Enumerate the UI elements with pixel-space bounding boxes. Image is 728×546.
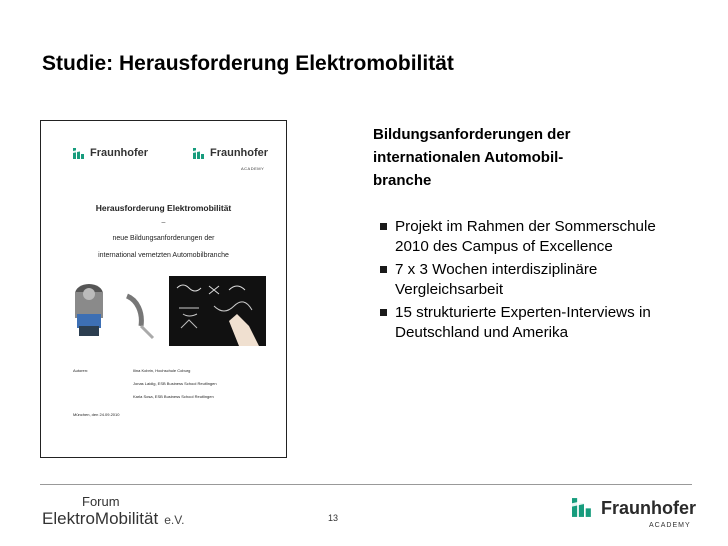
bullet-text: 7 x 3 Wochen interdisziplinäre Vergleichsarbeit (395, 261, 598, 298)
author-1: Ilina Kobrin, Hochschule Coburg (133, 368, 191, 373)
bullet-item (378, 217, 678, 257)
fraunhofer-academy-footer-logo (572, 498, 696, 517)
fraunhofer-mark-icon (73, 148, 87, 159)
fraunhofer-footer-text: Fraunhofer (601, 497, 697, 518)
fraunhofer-mark-icon (193, 148, 207, 159)
forum-elektromobilitaet-logo (42, 509, 184, 529)
heading-line: Bildungsanforderungen der (373, 126, 571, 143)
forum-logo-text: ElektroMobilität (42, 509, 159, 528)
electric-motor-photo (57, 276, 167, 346)
fraunhofer-logo-right-text: Fraunhofer (210, 147, 269, 159)
authors-label: Autoren: (73, 368, 89, 373)
fraunhofer-mark-icon (572, 498, 596, 517)
square-bullet-icon (380, 223, 387, 230)
slide-title: Studie: Herausforderung Elektromobilität (42, 52, 454, 75)
bullet-item (378, 260, 678, 300)
fraunhofer-logo-left-text: Fraunhofer (90, 147, 149, 159)
forum-logo-suffix: e.V. (164, 513, 185, 527)
study-cover-image (40, 120, 287, 458)
heading-line: internationalen Automobil- (373, 149, 564, 166)
fraunhofer-logo-left (73, 148, 148, 159)
square-bullet-icon (380, 266, 387, 273)
academy-label: ACADEMY (241, 166, 265, 171)
academy-footer-label: ACADEMY (649, 522, 691, 529)
author-3: Karla Sosa, ESB Business School Reutlingen (133, 394, 214, 399)
fraunhofer-academy-logo (193, 148, 268, 159)
forum-logo-line1: Forum (82, 494, 120, 509)
document-subtitle-line2: international vernetzten Automobilbranche (98, 252, 229, 259)
page-number: 13 (328, 513, 339, 523)
square-bullet-icon (380, 309, 387, 316)
bullet-text: 15 strukturierte Experten-Interviews in Deutschland und Amerika (395, 304, 651, 341)
document-dash: – (161, 219, 166, 226)
section-heading (373, 123, 663, 192)
bullet-list (378, 217, 678, 346)
heading-line: branche (373, 172, 432, 189)
author-2: Jonas Laidig, ESB Business School Reutlingen (133, 381, 217, 386)
blackboard-photo (169, 276, 266, 346)
footer-divider (40, 484, 692, 485)
document-subtitle-line1: neue Bildungsanforderungen der (112, 235, 215, 242)
document-title: Herausforderung Elektromobilität (95, 203, 232, 213)
place-date: München, den 24.09.2010 (73, 412, 120, 417)
bullet-item (378, 303, 678, 343)
bullet-text: Projekt im Rahmen der Sommerschule 2010 des Campus of Excellence (395, 218, 656, 255)
